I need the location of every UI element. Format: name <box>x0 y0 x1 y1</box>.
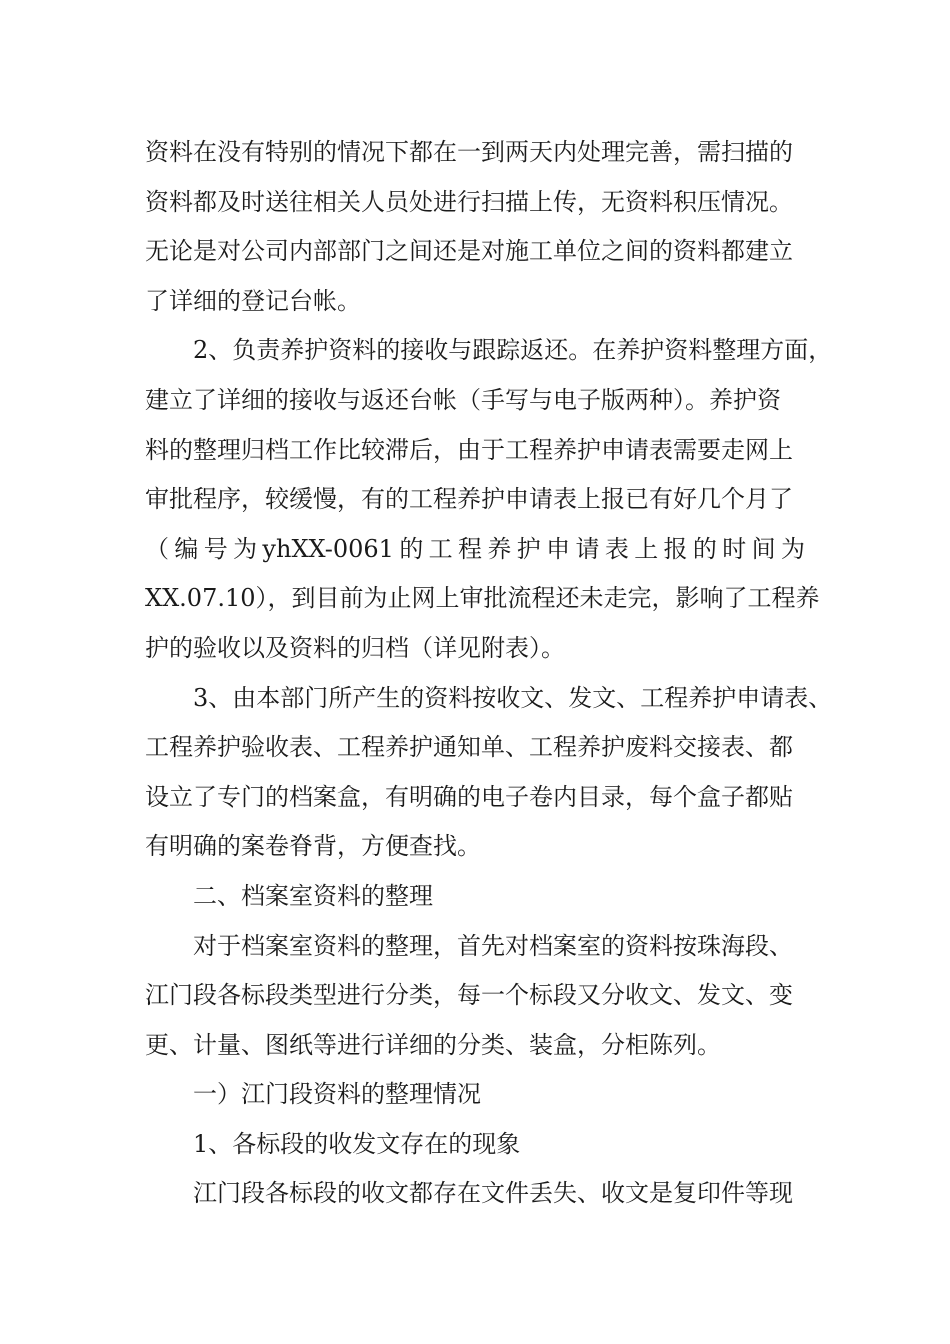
text-line: 了详细的登记台帐。 <box>145 286 361 315</box>
document-body <box>145 128 833 1219</box>
text-line: 无论是对公司内部部门之间还是对施工单位之间的资料都建立 <box>145 237 793 266</box>
text-line: 审批程序，较缓慢，有的工程养护申请表上报已有好几个月了 <box>145 485 793 514</box>
text-line: 建立了详细的接收与返还台帐（手写与电子版两种）。养护资 <box>145 385 781 414</box>
paragraph-start-line: 江门段各标段的收文都存在文件丢失、收文是复印件等现 <box>193 1179 793 1208</box>
paragraph-start-line: 对于档案室资料的整理，首先对档案室的资料按珠海段、 <box>193 931 793 960</box>
text-line: 资料在没有特别的情况下都在一到两天内处理完善，需扫描的 <box>145 138 793 166</box>
text-line: 设立了专门的档案盒，有明确的电子卷内目录，每个盒子都贴 <box>145 782 793 811</box>
section-heading: 二、档案室资料的整理 <box>193 881 433 910</box>
text-line: 护的验收以及资料的归档（详见附表）。 <box>145 633 565 662</box>
subsection-heading: 一）江门段资料的整理情况 <box>193 1080 481 1109</box>
item-heading: 1、各标段的收发文存在的现象 <box>193 1129 521 1158</box>
text-line: XX.07.10），到目前为止网上审批流程还未走完，影响了工程养 <box>145 584 820 613</box>
text-line: 江门段各标段类型进行分类，每一个标段又分收文、发文、变 <box>145 981 793 1010</box>
paragraph-start-line: 2、负责养护资料的接收与跟踪返还。在养护资料整理方面， <box>193 336 833 365</box>
text-line: 资料都及时送往相关人员处进行扫描上传，无资料积压情况。 <box>145 187 793 216</box>
text-line: 有明确的案卷脊背，方便查找。 <box>145 832 481 861</box>
text-line: （编号为yhXX-0061的工程养护申请表上报的时间为 <box>145 534 805 563</box>
paragraph-start-line: 3、由本部门所产生的资料按收文、发文、工程养护申请表、 <box>193 683 833 712</box>
text-line: 工程养护验收表、工程养护通知单、工程养护废料交接表、都 <box>145 733 793 762</box>
text-line: 料的整理归档工作比较滞后，由于工程养护申请表需要走网上 <box>145 435 793 464</box>
text-line: 更、计量、图纸等进行详细的分类、装盒，分柜陈列。 <box>145 1030 721 1059</box>
